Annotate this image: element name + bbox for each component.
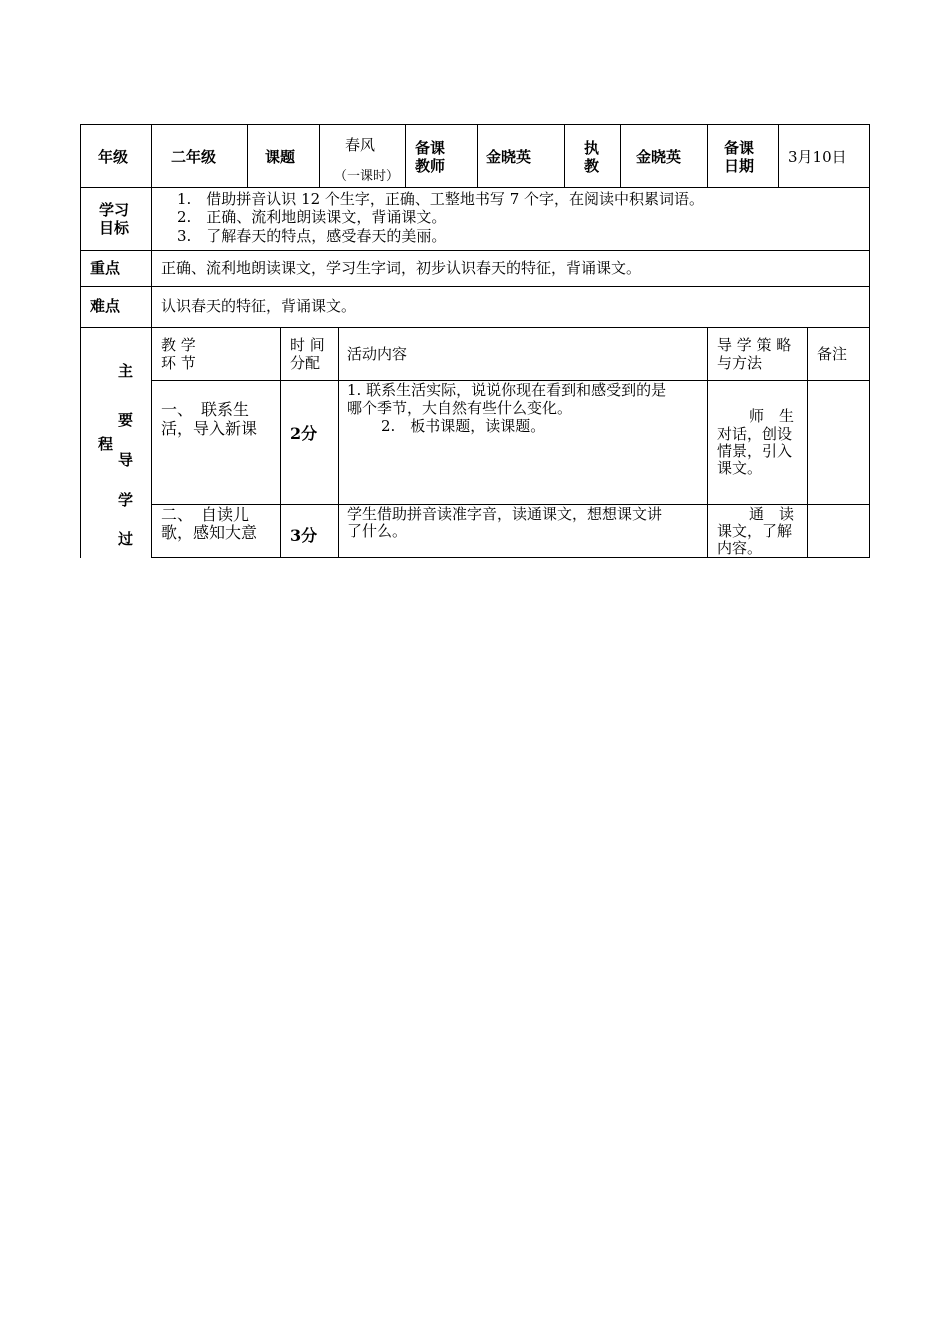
stage-header-line2: 环 节 xyxy=(161,354,196,372)
objective-item: 1. 借助拼音认识 12 个生字，正确、工整地书写 7 个字，在阅读中积累词语。 xyxy=(177,190,705,208)
topic-value: 春风 xyxy=(345,136,376,154)
strategy-text: 通 读 xyxy=(749,505,795,523)
time-header-line2: 分配 xyxy=(290,354,321,372)
stage-text: 歌，感知大意 xyxy=(161,523,258,542)
grade-value: 二年级 xyxy=(171,148,217,166)
process-side-char: 主 xyxy=(118,362,134,380)
strategy-text: 对话，创设 xyxy=(717,425,793,443)
activity-text: 1. 联系生活实际，说说你现在看到和感受到的是 xyxy=(347,381,667,399)
process-side-char: 要 xyxy=(118,411,134,429)
prep-teacher-label-line2: 教师 xyxy=(415,157,446,175)
stage-header-line1: 教 学 xyxy=(161,336,196,354)
prep-date-label-line2: 日期 xyxy=(724,157,755,175)
process-side-char: 导 xyxy=(118,451,134,469)
grade-label: 年级 xyxy=(98,148,129,166)
exec-label-line1: 执 xyxy=(584,139,600,157)
key-points-text: 正确、流利地朗读课文，学习生字词，初步认识春天的特征，背诵课文。 xyxy=(161,259,642,277)
strategy-text: 内容。 xyxy=(717,539,763,557)
time-value: 3分 xyxy=(290,526,318,545)
strategy-header-line2: 与方法 xyxy=(717,354,763,372)
objectives-label-line1: 学习 xyxy=(99,201,130,219)
objective-item: 3. 了解春天的特点，感受春天的美丽。 xyxy=(177,227,447,245)
prep-teacher-label-line1: 备课 xyxy=(415,139,446,157)
prep-date-label-line1: 备课 xyxy=(724,139,755,157)
topic-note: （一课时） xyxy=(334,169,400,184)
activity-text: 2. 板书课题，读课题。 xyxy=(381,417,546,435)
activity-header: 活动内容 xyxy=(347,345,408,363)
stage-text: 一、 联系生 xyxy=(161,400,250,419)
strategy-text: 课文。 xyxy=(717,459,763,477)
topic-label: 课题 xyxy=(265,148,296,166)
activity-text: 哪个季节，大自然有些什么变化。 xyxy=(347,399,573,417)
key-points-label: 重点 xyxy=(90,259,121,277)
objectives-label-line2: 目标 xyxy=(99,219,130,237)
stage-text: 二、 自读儿 xyxy=(161,505,250,524)
process-side-border xyxy=(80,327,81,558)
strategy-text: 情景，引入 xyxy=(717,442,793,460)
prep-date-value: 3月10日 xyxy=(788,148,847,166)
strategy-text: 师 生 xyxy=(749,407,795,425)
table-row xyxy=(807,504,870,558)
process-side-char: 程 xyxy=(98,435,114,453)
exec-value: 金晓英 xyxy=(636,148,682,166)
process-side-char: 过 xyxy=(118,530,134,548)
table-row xyxy=(151,380,281,505)
difficulties-text: 认识春天的特征，背诵课文。 xyxy=(161,297,357,315)
table-row xyxy=(807,380,870,505)
strategy-text: 课文，了解 xyxy=(717,522,793,540)
objective-item: 2. 正确、流利地朗读课文，背诵课文。 xyxy=(177,208,447,226)
process-side-char: 学 xyxy=(118,491,134,509)
time-header-line1: 时 间 xyxy=(290,336,325,354)
prep-teacher-value: 金晓英 xyxy=(486,148,532,166)
exec-label-line2: 教 xyxy=(584,157,600,175)
activity-text: 学生借助拼音读准字音，读通课文，想想课文讲 xyxy=(347,505,663,523)
notes-header: 备注 xyxy=(817,345,848,363)
stage-text: 活，导入新课 xyxy=(161,419,258,438)
time-value: 2分 xyxy=(290,424,318,443)
activity-text: 了什么。 xyxy=(347,522,408,540)
difficulties-label: 难点 xyxy=(90,297,121,315)
strategy-header-line1: 导 学 策 略 xyxy=(717,336,792,354)
